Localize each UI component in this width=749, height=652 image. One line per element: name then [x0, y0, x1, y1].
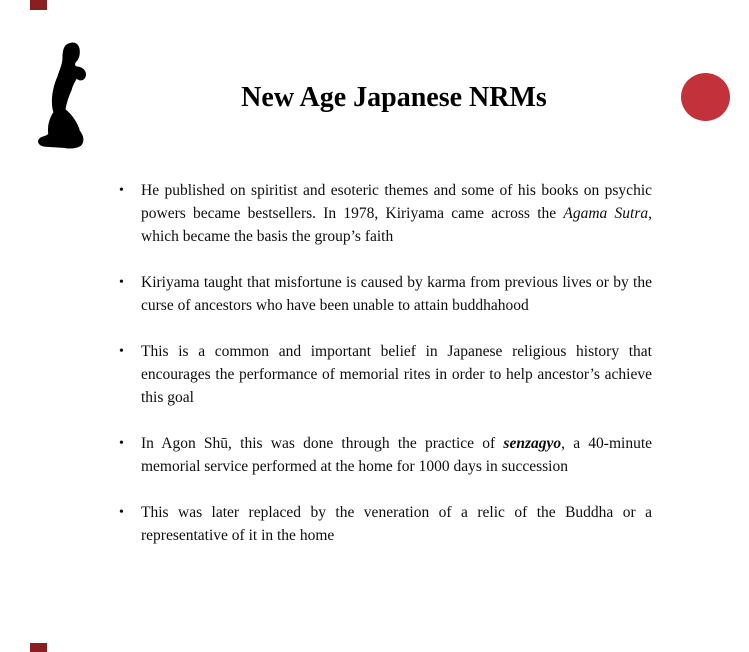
text-segment: , a 40-minute memorial service performed at the home for 1000 days in succession [141, 435, 653, 475]
bottom-ribbon-mark [30, 643, 47, 652]
bullet-marker: • [119, 505, 124, 520]
bullet-marker: • [119, 275, 124, 290]
text-segment: He published on spiritist and esoteric themes and some of his books on psychic powers became bestsellers. In 1978, Kiriyama came across the [141, 182, 652, 222]
bullet-marker: • [119, 344, 124, 359]
text-segment: In Agon Shū, this was done through the practice of [141, 435, 504, 452]
text-segment: , which became the basis the group’s faith [141, 205, 652, 245]
slide-title: New Age Japanese NRMs [241, 82, 547, 113]
top-ribbon-mark [30, 0, 47, 10]
bullet-marker: • [119, 436, 124, 451]
bullet-marker: • [119, 183, 124, 198]
bullet-item [117, 432, 652, 478]
bullet-item [117, 501, 652, 547]
text-segment: Agama Sutra [563, 205, 649, 222]
red-circle-decoration [681, 73, 730, 121]
silhouette-path [38, 43, 86, 149]
text-segment: This is a common and important belief in Japanese religious history that encourages the performance of memorial rites in order to help ancestor’s achieve this goal [141, 343, 652, 406]
bullet-item [117, 179, 652, 248]
bullet-item [117, 340, 652, 409]
text-segment: Kiriyama taught that misfortune is caused by karma from previous lives or by the curse of ancestors who have been unable to attain buddhahood [141, 274, 652, 314]
bullet-item [117, 271, 652, 317]
text-segment: This was later replaced by the veneration of a relic of the Buddha or a representative of it in the home [141, 504, 652, 544]
bullet-list [117, 179, 652, 570]
text-segment: senzagyo [503, 435, 562, 452]
kneeling-prayer-silhouette-icon [35, 42, 91, 149]
